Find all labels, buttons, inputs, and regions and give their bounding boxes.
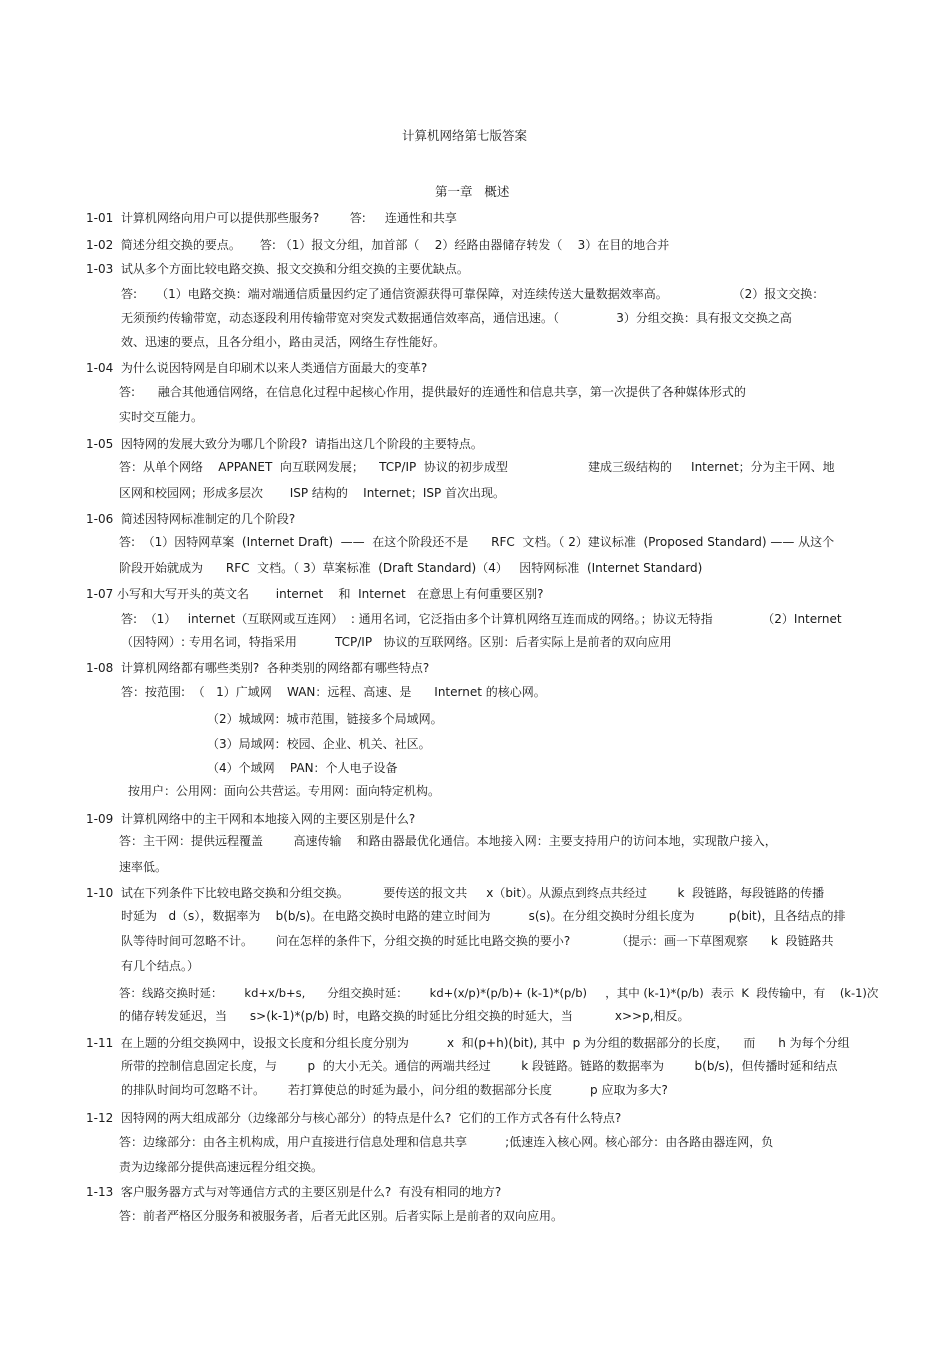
answer-line: 效、迅速的要点，且各分组小，路由灵活，网络生存性能好。 bbox=[121, 335, 446, 349]
answer-line: （2）城域网：城市范围，链接多个局域网。 bbox=[207, 712, 443, 726]
question-line: 有几个结点。） bbox=[121, 959, 200, 973]
answer-line: 答：从单个网络 APPANET 向互联网发展； TCP/IP 协议的初步成型 建成三级结构的 Internet；分为主干网、地 bbox=[119, 460, 835, 474]
answer-line: 答：主干网：提供远程覆盖 高速传输 和路由器最优化通信。本地接入网：主要支持用户的访问本地，实现散户接入， bbox=[119, 834, 777, 848]
answer-line: 速率低。 bbox=[119, 860, 168, 874]
question-line: 的排队时间均可忽略不计。 若打算使总的时延为最小，问分组的数据部分长度 p 应取为多大? bbox=[121, 1083, 668, 1097]
answer-line: 答：前者严格区分服务和被服务者，后者无此区别。后者实际上是前者的双向应用。 bbox=[119, 1209, 564, 1223]
answer-line: 答: （1）电路交换：端对端通信质量因约定了通信资源获得可靠保障，对连续传送大量数据效率高。 （2）报文交换： bbox=[121, 287, 825, 301]
answer-line: 答：按范围: （ 1）广域网 WAN：远程、高速、是 Internet 的核心网。 bbox=[121, 685, 546, 699]
question-1-09: 1-09 计算机网络中的主干网和本地接入网的主要区别是什么? bbox=[86, 812, 416, 826]
question-1-13: 1-13 客户服务器方式与对等通信方式的主要区别是什么? 有没有相同的地方? bbox=[86, 1185, 502, 1199]
question-1-12: 1-12 因特网的两大组成部分（边缘部分与核心部分）的特点是什么? 它们的工作方式各有什么特点? bbox=[86, 1111, 622, 1125]
chapter-title: 第一章 概述 bbox=[435, 184, 510, 199]
question-1-05: 1-05 因特网的发展大致分为哪几个阶段? 请指出这几个阶段的主要特点。 bbox=[86, 437, 483, 451]
question-1-06: 1-06 简述因特网标准制定的几个阶段? bbox=[86, 512, 296, 526]
answer-line: 区网和校园网；形成多层次 ISP 结构的 Internet；ISP 首次出现。 bbox=[119, 486, 506, 500]
answer-line: 按用户：公用网：面向公共营运。专用网：面向特定机构。 bbox=[128, 784, 441, 798]
question-1-01: 1-01 计算机网络向用户可以提供那些服务? 答: 连通性和共享 bbox=[86, 211, 457, 225]
answer-line: 无须预约传输带宽，动态逐段利用传输带宽对突发式数据通信效率高，通信迅速。（ 3）分组交换：具有报文交换之高 bbox=[121, 311, 792, 325]
question-1-04: 1-04 为什么说因特网是自印刷术以来人类通信方面最大的变革? bbox=[86, 361, 428, 375]
answer-line: 责为边缘部分提供高速远程分组交换。 bbox=[119, 1160, 324, 1174]
question-line: 所带的控制信息固定长度，与 p 的大小无关。通信的两端共经过 k 段链路。链路的数据率为 b(b/s)，但传播时延和结点 bbox=[121, 1059, 838, 1073]
question-1-08: 1-08 计算机网络都有哪些类别? 各种类别的网络都有哪些特点? bbox=[86, 661, 430, 675]
answer-line: 实时交互能力。 bbox=[119, 410, 204, 424]
answer-line: （因特网）: 专用名词，特指采用 TCP/IP 协议的互联网络。区别：后者实际上是前者的双向应用 bbox=[121, 635, 672, 649]
document-title: 计算机网络第七版答案 bbox=[402, 128, 528, 143]
answer-line: 阶段开始就成为 RFC 文档。（ 3）草案标准 (Draft Standard)（4） 因特网标准 (Internet Standard) bbox=[119, 561, 703, 575]
question-line: 时延为 d（s），数据率为 b(b/s)。在电路交换时电路的建立时间为 s(s)。在分组交换时分组长度为 p(bit)，且各结点的排 bbox=[121, 909, 846, 923]
question-1-02: 1-02 简述分组交换的要点。 答: （1）报文分组，加首部（ 2）经路由器储存转发（ 3）在目的地合并 bbox=[86, 238, 670, 252]
answer-line: 答: （1） internet（互联网或互连网） : 通用名词，它泛指由多个计算机网络互连而成的网络。；协议无特指 （2）Internet bbox=[121, 612, 842, 626]
question-1-03: 1-03 试从多个方面比较电路交换、报文交换和分组交换的主要优缺点。 bbox=[86, 262, 469, 276]
answer-line: 的储存转发延迟，当 s>(k-1)*(p/b) 时，电路交换的时延比分组交换的时延大，当 x>>p,相反。 bbox=[119, 1009, 690, 1023]
question-line: 队等待时间可忽略不计。 问在怎样的条件下，分组交换的时延比电路交换的要小? （提示：画一下草图观察 k 段链路共 bbox=[121, 934, 834, 948]
answer-line: 答: （1）因特网草案 (Internet Draft) —— 在这个阶段还不是 RFC 文档。（ 2）建议标准 (Proposed Standard) —— 从这个 bbox=[119, 535, 835, 549]
answer-line: （4）个域网 PAN：个人电子设备 bbox=[207, 761, 398, 775]
question-1-10: 1-10 试在下列条件下比较电路交换和分组交换。 要传送的报文共 x（bit）。从源点到终点共经过 k 段链路，每段链路的传播 bbox=[86, 886, 825, 900]
answer-line: 答: 融合其他通信网络，在信息化过程中起核心作用，提供最好的连通性和信息共享，第一次提供了各种媒体形式的 bbox=[119, 385, 746, 399]
answer-line: （3）局域网：校园、企业、机关、社区。 bbox=[207, 737, 431, 751]
question-1-11: 1-11 在上题的分组交换网中，设报文长度和分组长度分别为 x 和(p+h)(bit), 其中 p 为分组的数据部分的长度， 而 h 为每个分组 bbox=[86, 1036, 850, 1050]
answer-line: 答：边缘部分：由各主机构成，用户直接进行信息处理和信息共享 ;低速连入核心网。核心部分：由各路由器连网，负 bbox=[119, 1135, 774, 1149]
answer-line: 答：线路交换时延： kd+x/b+s, 分组交换时延： kd+(x/p)*(p/b)+ (k-1)*(p/b) ，其中 (k-1)*(p/b) 表示 K 段传输中，有 (k-1)次 bbox=[119, 986, 879, 1000]
question-1-07: 1-07 小写和大写开头的英文名 internet 和 Internet 在意思上有何重要区别? bbox=[86, 587, 544, 601]
